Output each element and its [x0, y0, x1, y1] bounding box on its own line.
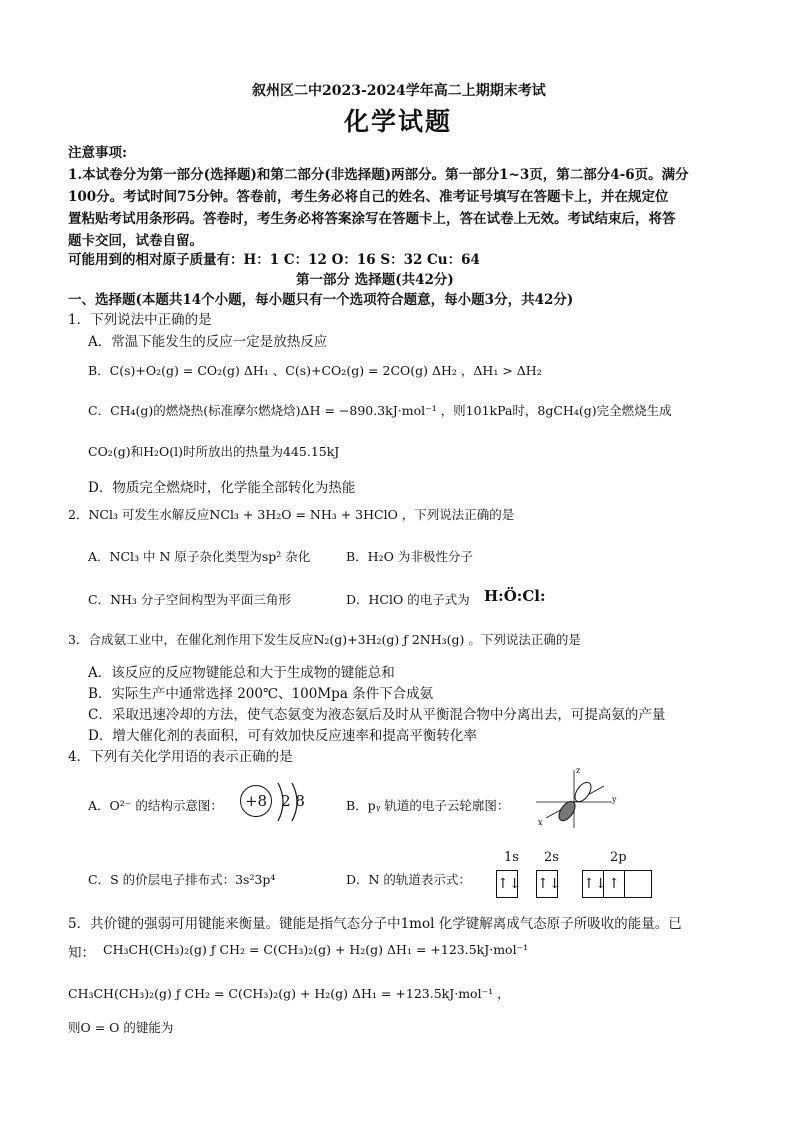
- q4-stem: 4．下列有关化学用语的表示正确的是: [68, 749, 293, 765]
- notes-line-3: 置粘贴考试用条形码。答卷时，考生务必将答案涂写在答题卡上，答在试卷上无效。考试结束后，将答: [68, 211, 676, 227]
- q1-option-c-line1: C．CH₄(g)的燃烧热(标准摩尔燃烧焓)ΔH = −890.3kJ·mol⁻¹ ，则101kPa时，8gCH₄(g)完全燃烧生成: [88, 403, 672, 418]
- q3-option-a: A．该反应的反应物键能总和大于生成物的键能总和: [88, 665, 395, 681]
- q1-option-b: B．C(s)+O₂(g) = CO₂(g) ΔH₁ 、C(s)+CO₂(g) = 2CO(g) ΔH₂ ，ΔH₁ > ΔH₂: [88, 363, 542, 378]
- notes-line-1: 1.本试卷分为第一部分(选择题)和第二部分(非选择题)两部分。第一部分1~3页，第二部分4-6页。满分: [68, 167, 689, 183]
- q1-option-a: A．常温下能发生的反应一定是放热反应: [88, 334, 328, 350]
- q3-option-d: D．增大催化剂的表面积，可有效加快反应速率和提高平衡转化率: [88, 728, 477, 744]
- q5-equation-2: CH₃CH(CH₃)₂(g) ƒ CH₂ = C(CH₃)₂(g) + H₂(g) ΔH₁ = +123.5kJ·mol⁻¹ ，: [68, 986, 510, 1001]
- p-orbital-icon: [534, 768, 618, 830]
- atomic-masses: 可能用到的相对原子质量有：H：1 C：12 O：16 S：32 Cu：64: [68, 252, 480, 268]
- label-1s: 1s: [504, 850, 519, 865]
- q4-option-a: A．O²⁻ 的结构示意图：: [88, 798, 223, 813]
- notes-heading: 注意事项:: [68, 145, 127, 161]
- shell-arcs-icon: [274, 779, 304, 825]
- q2-option-d: D．HClO 的电子式为: [346, 592, 470, 607]
- nucleus: +8: [240, 785, 272, 817]
- q1-option-d: D．物质完全燃烧时，化学能全部转化为热能: [88, 480, 356, 496]
- q1-stem: 1．下列说法中正确的是: [68, 312, 212, 328]
- part1-heading: 第一部分 选择题(共42分): [296, 272, 454, 288]
- q3-option-b: B．实际生产中通常选择 200℃、100Mpa 条件下合成氨: [88, 686, 434, 702]
- q5-known-prefix: 知：: [68, 945, 95, 961]
- orbital-2s-box: ↑↓: [536, 870, 558, 898]
- q1-option-c-line2: CO₂(g)和H₂O(l)时所放出的热量为445.15kJ: [88, 444, 340, 459]
- hclo-electron-formula: H:Ö:Cl:: [484, 587, 546, 605]
- x-axis-label: x: [538, 818, 543, 827]
- notes-line-4: 题卡交回，试卷自留。: [68, 233, 203, 249]
- q3-option-c: C．采取迅速冷却的方法，使气态氨变为液态氨后及时从平衡混合物中分离出去，可提高氨的产量: [88, 707, 666, 723]
- q2-option-b: B．H₂O 为非极性分子: [346, 549, 473, 564]
- q4-option-b: B．pᵧ 轨道的电子云轮廓图：: [346, 798, 510, 813]
- q4-option-c: C．S 的价层电子排布式：3s²3p⁴: [88, 872, 276, 887]
- orbital-2p-box-3: [624, 870, 652, 898]
- section-heading: 一、选择题(本题共14个小题，每小题只有一个选项符合题意，每小题3分，共42分): [68, 292, 574, 308]
- q5-last-line: 则O = O 的键能为: [68, 1020, 174, 1035]
- q2-option-c: C．NH₃ 分子空间构型为平面三角形: [88, 592, 291, 607]
- q5-stem: 5．共价键的强弱可用键能来衡量。键能是指气态分子中1mol 化学键解离成气态原子所吸收的能量。已: [68, 916, 682, 932]
- oxide-ion-structure-diagram: [240, 785, 305, 817]
- q3-stem: 3．合成氨工业中，在催化剂作用下发生反应N₂(g)+3H₂(g) ƒ 2NH₃(g) 。下列说法正确的是: [68, 632, 581, 647]
- q2-stem: 2．NCl₃ 可发生水解反应NCl₃ + 3H₂O = NH₃ + 3HClO ，下列说法正确的是: [68, 507, 515, 522]
- page-title: 化学试题: [344, 107, 453, 136]
- electron-shells: 2 8: [281, 792, 305, 810]
- py-orbital-diagram: [534, 768, 618, 830]
- orbital-1s-box: ↑↓: [496, 870, 518, 898]
- y-axis-label: y: [612, 795, 617, 804]
- orbital-2p-box-1: ↑↓: [582, 870, 604, 898]
- q4-option-d: D．N 的轨道表示式：: [346, 872, 471, 887]
- q5-equation-1: CH₃CH(CH₃)₂(g) ƒ CH₂ = C(CH₃)₂(g) + H₂(g) ΔH₁ = +123.5kJ·mol⁻¹: [103, 942, 529, 957]
- label-2s: 2s: [544, 850, 559, 865]
- q2-option-a: A．NCl₃ 中 N 原子杂化类型为sp² 杂化: [88, 549, 311, 564]
- z-axis-label: z: [576, 766, 581, 775]
- orbital-2p-box-2: ↑: [603, 870, 625, 898]
- school-exam-line: 叙州区二中2023-2024学年高二上期期末考试: [252, 83, 546, 99]
- notes-line-2: 100分。考试时间75分钟。答卷前，考生务必将自己的姓名、准考证号填写在答题卡上，并在规定位: [68, 189, 669, 205]
- label-2p: 2p: [610, 850, 627, 865]
